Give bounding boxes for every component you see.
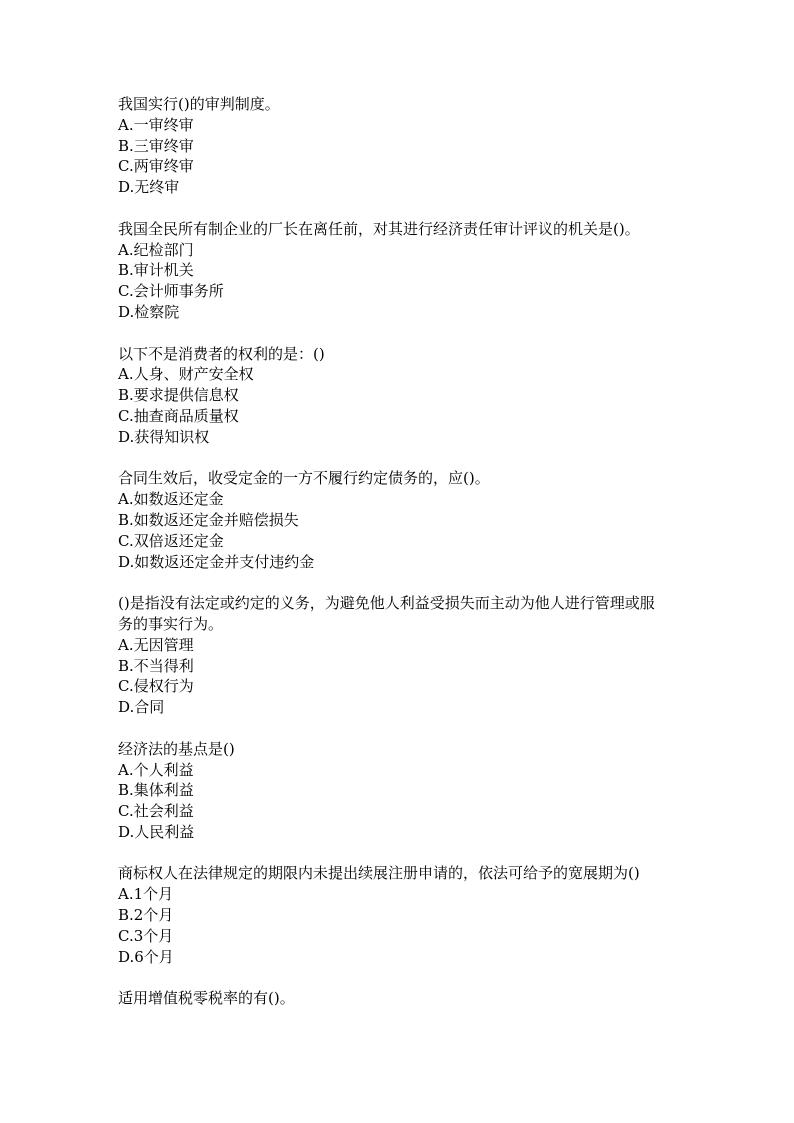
question-stem: ()是指没有法定或约定的义务，为避免他人利益受损失而主动为他人进行管理或服务的事实行为。 bbox=[118, 594, 655, 633]
option-c: C.抽查商品质量权 bbox=[118, 406, 239, 425]
question-1 bbox=[118, 94, 718, 198]
question-8 bbox=[118, 988, 718, 1009]
option-list bbox=[118, 364, 718, 447]
option-a: A.纪检部门 bbox=[118, 240, 194, 259]
question-2 bbox=[118, 219, 718, 323]
option-b: B.三审终审 bbox=[118, 136, 194, 155]
question-stem: 合同生效后，收受定金的一方不履行约定债务的，应()。 bbox=[118, 469, 490, 488]
option-d: D.人民利益 bbox=[118, 822, 195, 841]
option-b: B.不当得利 bbox=[118, 656, 194, 675]
option-c: C.侵权行为 bbox=[118, 677, 194, 696]
question-7 bbox=[118, 863, 718, 967]
option-list bbox=[118, 760, 718, 843]
option-d: D.6个月 bbox=[118, 947, 174, 966]
option-d: D.合同 bbox=[118, 698, 165, 717]
question-3 bbox=[118, 344, 718, 448]
option-a: A.无因管理 bbox=[118, 635, 194, 654]
question-stem: 经济法的基点是() bbox=[118, 739, 235, 758]
option-d: D.无终审 bbox=[118, 178, 180, 197]
question-stem: 我国实行()的审判制度。 bbox=[118, 95, 280, 113]
option-a: A.如数返还定金 bbox=[118, 490, 224, 509]
question-list bbox=[118, 94, 718, 1030]
option-b: B.要求提供信息权 bbox=[118, 386, 239, 405]
question-stem: 商标权人在法律规定的期限内未提出续展注册申请的，依法可给予的宽展期为() bbox=[118, 864, 640, 883]
option-d: D.如数返还定金并支付违约金 bbox=[118, 552, 315, 571]
option-list bbox=[118, 240, 718, 323]
option-b: B.2个月 bbox=[118, 906, 174, 925]
option-d: D.检察院 bbox=[118, 302, 180, 321]
option-a: A.1个月 bbox=[118, 885, 174, 904]
question-4 bbox=[118, 468, 718, 572]
option-c: C.3个月 bbox=[118, 926, 174, 945]
question-stem: 适用增值税零税率的有()。 bbox=[118, 989, 295, 1008]
option-a: A.一审终审 bbox=[118, 115, 194, 134]
option-c: C.双倍返还定金 bbox=[118, 531, 224, 550]
option-c: C.社会利益 bbox=[118, 802, 194, 821]
option-a: A.个人利益 bbox=[118, 760, 194, 779]
option-c: C.两审终审 bbox=[118, 157, 194, 176]
option-list bbox=[118, 635, 718, 718]
option-b: B.如数返还定金并赔偿损失 bbox=[118, 510, 299, 529]
option-b: B.审计机关 bbox=[118, 261, 194, 280]
option-b: B.集体利益 bbox=[118, 781, 194, 800]
question-stem: 我国全民所有制企业的厂长在离任前，对其进行经济责任审计评议的机关是()。 bbox=[118, 219, 640, 238]
question-5 bbox=[118, 593, 718, 718]
option-list bbox=[118, 884, 718, 967]
option-list bbox=[118, 489, 718, 572]
option-c: C.会计师事务所 bbox=[118, 282, 224, 301]
option-a: A.人身、财产安全权 bbox=[118, 365, 254, 384]
option-d: D.获得知识权 bbox=[118, 427, 210, 446]
question-6 bbox=[118, 739, 718, 843]
option-list bbox=[118, 115, 718, 198]
question-stem: 以下不是消费者的权利的是：() bbox=[118, 344, 325, 363]
